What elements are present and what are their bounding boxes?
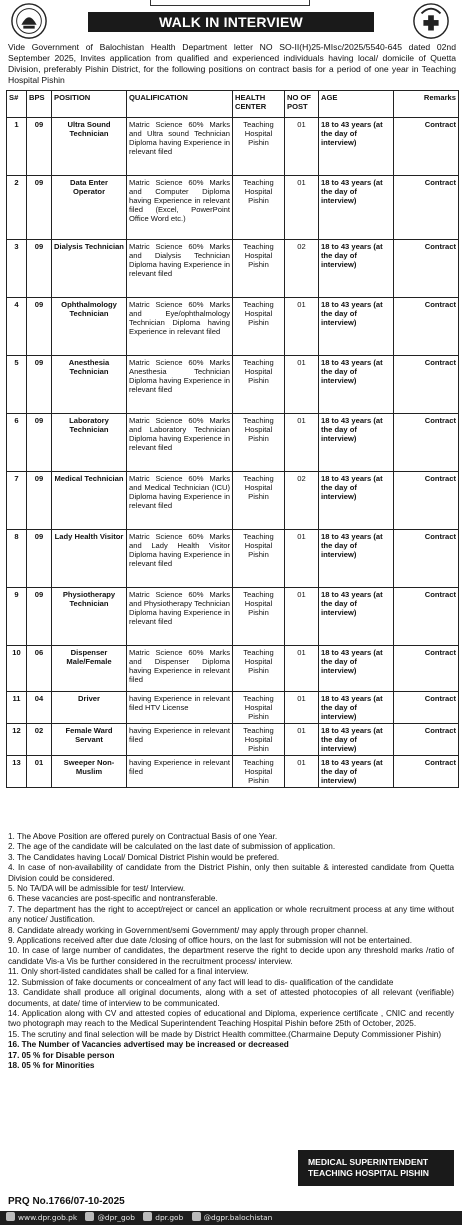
cell-qualification: having Experience in relevant filed bbox=[127, 724, 233, 756]
cell-health-center: Teaching Hospital Pishin bbox=[233, 646, 285, 692]
cell-no-of-post: 01 bbox=[285, 414, 319, 472]
header-bps: BPS bbox=[27, 91, 52, 118]
cell-qualification: Matric Science 60% Marks and Eye/ophthalmology Technician Diploma having Experience in relevant filed bbox=[127, 298, 233, 356]
cell-bps: 09 bbox=[27, 240, 52, 298]
cell-age: 18 to 43 years (at the day of interview) bbox=[319, 692, 394, 724]
cell-sn: 2 bbox=[7, 176, 27, 240]
cell-remarks: Contract bbox=[394, 118, 459, 176]
cell-qualification: Matric Science 60% Marks and Physiotherapy Technician Diploma having Experience in relevant filed bbox=[127, 588, 233, 646]
table-row bbox=[7, 724, 459, 756]
table-row bbox=[7, 298, 459, 356]
header bbox=[0, 0, 462, 42]
note-item: 7. The department has the right to accept/reject or cancel an application or whole recruitment process at any time without any notice/ Justification. bbox=[8, 904, 454, 925]
table-row bbox=[7, 240, 459, 298]
cell-remarks: Contract bbox=[394, 530, 459, 588]
cell-sn: 10 bbox=[7, 646, 27, 692]
note-item: 10. In case of large number of candidates, the department reserve the right to decide upon any threshold marks /ratio of candidate Vis-a Vis be further considered in the recruitment process/ interview. bbox=[8, 946, 454, 966]
cell-age: 18 to 43 years (at the day of interview) bbox=[319, 298, 394, 356]
note-item: 4. In case of non-availability of candidate from the District Pishin, only then suitable & interested candidate from Quetta Division could be considered. bbox=[8, 863, 454, 883]
cell-remarks: Contract bbox=[394, 240, 459, 298]
cell-remarks: Contract bbox=[394, 298, 459, 356]
cell-qualification: having Experience in relevant filed HTV License bbox=[127, 692, 233, 724]
cell-qualification: Matric Science 60% Marks and Dialysis Technician Diploma having Experience in relevant filed bbox=[127, 240, 233, 298]
table-row bbox=[7, 472, 459, 530]
cell-no-of-post: 01 bbox=[285, 692, 319, 724]
cell-age: 18 to 43 years (at the day of interview) bbox=[319, 646, 394, 692]
table-row bbox=[7, 692, 459, 724]
cell-bps: 09 bbox=[27, 298, 52, 356]
cell-age: 18 to 43 years (at the day of interview) bbox=[319, 356, 394, 414]
cell-bps: 09 bbox=[27, 472, 52, 530]
cell-position: Female Ward Servant bbox=[52, 724, 127, 756]
signatory-office: TEACHING HOSPITAL PISHIN bbox=[308, 1168, 429, 1178]
cell-health-center: Teaching Hospital Pishin bbox=[233, 692, 285, 724]
note-item: 11. Only short-listed candidates shall be called for a final interview. bbox=[8, 967, 249, 977]
cell-sn: 5 bbox=[7, 356, 27, 414]
header-remarks: Remarks bbox=[394, 91, 459, 118]
cell-no-of-post: 01 bbox=[285, 530, 319, 588]
cell-no-of-post: 01 bbox=[285, 724, 319, 756]
header-age: AGE bbox=[319, 91, 394, 118]
cell-health-center: Teaching Hospital Pishin bbox=[233, 240, 285, 298]
cell-bps: 09 bbox=[27, 176, 52, 240]
cell-remarks: Contract bbox=[394, 176, 459, 240]
cell-health-center: Teaching Hospital Pishin bbox=[233, 472, 285, 530]
cell-bps: 04 bbox=[27, 692, 52, 724]
social-website[interactable]: www.dpr.gob.pk bbox=[18, 1213, 78, 1222]
twitter-icon bbox=[85, 1212, 94, 1221]
social-facebook[interactable]: @dgpr.balochistan bbox=[203, 1213, 273, 1222]
note-item: 18. 05 % for Minorities bbox=[8, 1060, 95, 1070]
intro-paragraph: Vide Government of Balochistan Health Department letter NO SO-II(H)25-MIsc/2025/5540-645 dated 02nd September 2025, Invites application from qualified and experienced individuals having local/ domicile of Quetta Division, preferably Pishin District, for the following positions on contract basis for a period of one year in Teaching Hospital Pishin bbox=[8, 42, 456, 85]
note-item: 5. No TA/DA will be admissible for test/ Interview. bbox=[8, 884, 186, 894]
cell-position: Sweeper Non-Muslim bbox=[52, 756, 127, 788]
cell-health-center: Teaching Hospital Pishin bbox=[233, 176, 285, 240]
table-row bbox=[7, 756, 459, 788]
note-item: 13. Candidate shall produce all original documents, along with a set of attested photocopies of all relevant (verifiable) documents, at date/ time of interview to be communicated. bbox=[8, 988, 454, 1008]
cell-age: 18 to 43 years (at the day of interview) bbox=[319, 240, 394, 298]
table-row bbox=[7, 646, 459, 692]
cell-health-center: Teaching Hospital Pishin bbox=[233, 724, 285, 756]
table-row bbox=[7, 356, 459, 414]
cell-sn: 4 bbox=[7, 298, 27, 356]
cell-bps: 09 bbox=[27, 414, 52, 472]
cell-health-center: Teaching Hospital Pishin bbox=[233, 118, 285, 176]
cell-age: 18 to 43 years (at the day of interview) bbox=[319, 118, 394, 176]
cell-bps: 01 bbox=[27, 756, 52, 788]
cell-sn: 8 bbox=[7, 530, 27, 588]
cell-remarks: Contract bbox=[394, 356, 459, 414]
cell-sn: 9 bbox=[7, 588, 27, 646]
note-item: 2. The age of the candidate will be calculated on the last date of submission of application. bbox=[8, 842, 336, 852]
table-row bbox=[7, 530, 459, 588]
cell-no-of-post: 01 bbox=[285, 118, 319, 176]
note-item: 8. Candidate already working in Government/semi Government/ may apply through proper channel. bbox=[8, 925, 368, 935]
cell-qualification: Matric Science 60% Marks and Ultra sound Technician Diploma having Experience in relevant filed bbox=[127, 118, 233, 176]
cell-position: Medical Technician bbox=[52, 472, 127, 530]
cell-no-of-post: 02 bbox=[285, 472, 319, 530]
header-sn: S# bbox=[7, 91, 27, 118]
cell-position: Data Enter Operator bbox=[52, 176, 127, 240]
cell-health-center: Teaching Hospital Pishin bbox=[233, 414, 285, 472]
instagram-icon bbox=[143, 1212, 152, 1221]
cell-position: Lady Health Visitor bbox=[52, 530, 127, 588]
cell-sn: 13 bbox=[7, 756, 27, 788]
cell-no-of-post: 02 bbox=[285, 240, 319, 298]
cell-remarks: Contract bbox=[394, 472, 459, 530]
cell-bps: 09 bbox=[27, 118, 52, 176]
cell-sn: 6 bbox=[7, 414, 27, 472]
facebook-icon bbox=[192, 1212, 201, 1221]
prq-number: PRQ No.1766/07-10-2025 bbox=[8, 1196, 125, 1207]
table-row bbox=[7, 118, 459, 176]
notes-section bbox=[8, 832, 454, 1071]
cell-sn: 3 bbox=[7, 240, 27, 298]
cell-sn: 1 bbox=[7, 118, 27, 176]
cell-sn: 7 bbox=[7, 472, 27, 530]
cell-position: Dispenser Male/Female bbox=[52, 646, 127, 692]
cell-no-of-post: 01 bbox=[285, 176, 319, 240]
cell-no-of-post: 01 bbox=[285, 756, 319, 788]
table-row bbox=[7, 414, 459, 472]
cell-sn: 12 bbox=[7, 724, 27, 756]
cell-bps: 09 bbox=[27, 356, 52, 414]
cell-qualification: Matric Science 60% Marks and Laboratory Technician Diploma having Experience in relevant filed bbox=[127, 414, 233, 472]
cell-qualification: Matric Science 60% Marks and Lady Health Visitor Diploma having Experience in relevant filed bbox=[127, 530, 233, 588]
table-row bbox=[7, 588, 459, 646]
cell-age: 18 to 43 years (at the day of interview) bbox=[319, 588, 394, 646]
cell-health-center: Teaching Hospital Pishin bbox=[233, 298, 285, 356]
cell-remarks: Contract bbox=[394, 414, 459, 472]
cell-no-of-post: 01 bbox=[285, 646, 319, 692]
cell-remarks: Contract bbox=[394, 646, 459, 692]
cell-bps: 09 bbox=[27, 588, 52, 646]
top-strip bbox=[150, 0, 310, 6]
cell-position: Ophthalmology Technician bbox=[52, 298, 127, 356]
globe-icon bbox=[6, 1212, 15, 1221]
cell-position: Physiotherapy Technician bbox=[52, 588, 127, 646]
note-item: 3. The Candidates having Local/ Domical District Pishin would be prefered. bbox=[8, 852, 280, 862]
cell-health-center: Teaching Hospital Pishin bbox=[233, 588, 285, 646]
cell-remarks: Contract bbox=[394, 724, 459, 756]
cell-position: Ultra Sound Technician bbox=[52, 118, 127, 176]
health-department-emblem-right-icon bbox=[412, 2, 450, 40]
balochistan-emblem-left-icon bbox=[10, 2, 48, 40]
note-item: 1. The Above Position are offered purely on Contractual Basis of one Year. bbox=[8, 832, 278, 841]
cell-bps: 09 bbox=[27, 530, 52, 588]
positions-table bbox=[6, 90, 459, 788]
cell-no-of-post: 01 bbox=[285, 588, 319, 646]
cell-remarks: Contract bbox=[394, 692, 459, 724]
cell-bps: 02 bbox=[27, 724, 52, 756]
note-item: 9. Applications received after due date /closing of office hours, on the last for submission will not be entertained. bbox=[8, 936, 413, 946]
cell-health-center: Teaching Hospital Pishin bbox=[233, 530, 285, 588]
cell-no-of-post: 01 bbox=[285, 298, 319, 356]
note-item: 15. The scrutiny and final selection will be made by District Health committee.(Charmaine Deputy Commissioner Pishin) bbox=[8, 1029, 442, 1039]
cell-position: Laboratory Technician bbox=[52, 414, 127, 472]
cell-age: 18 to 43 years (at the day of interview) bbox=[319, 724, 394, 756]
header-qualification: QUALIFICATION bbox=[127, 91, 233, 118]
cell-age: 18 to 43 years (at the day of interview) bbox=[319, 472, 394, 530]
cell-health-center: Teaching Hospital Pishin bbox=[233, 756, 285, 788]
cell-qualification: Matric Science 60% Marks and Computer Diploma having Experience in relevant filed (Excel, PowerPoint Office Word etc.) bbox=[127, 176, 233, 240]
social-twitter[interactable]: @dpr_gob bbox=[97, 1213, 135, 1222]
cell-remarks: Contract bbox=[394, 756, 459, 788]
cell-age: 18 to 43 years (at the day of interview) bbox=[319, 530, 394, 588]
cell-position: Anesthesia Technician bbox=[52, 356, 127, 414]
note-item: 17. 05 % for Disable person bbox=[8, 1050, 115, 1060]
page-title: WALK IN INTERVIEW bbox=[88, 12, 374, 32]
header-health-center: HEALTH CENTER bbox=[233, 91, 285, 118]
cell-qualification: having Experience in relevant filed bbox=[127, 756, 233, 788]
cell-health-center: Teaching Hospital Pishin bbox=[233, 356, 285, 414]
table-header-row bbox=[7, 91, 459, 118]
cell-position: Dialysis Technician bbox=[52, 240, 127, 298]
cell-qualification: Matric Science 60% Marks Anesthesia Technician Diploma having Experience in relevant filed bbox=[127, 356, 233, 414]
signatory-box bbox=[298, 1150, 454, 1186]
cell-position: Driver bbox=[52, 692, 127, 724]
social-instagram[interactable]: dpr.gob bbox=[155, 1213, 184, 1222]
header-no-of-post: NO OF POST bbox=[285, 91, 319, 118]
signatory-title: MEDICAL SUPERINTENDENT bbox=[308, 1157, 429, 1167]
note-item: 6. These vacancies are post-specific and nontransferable. bbox=[8, 894, 218, 904]
cell-age: 18 to 43 years (at the day of interview) bbox=[319, 756, 394, 788]
note-item: 12. Submission of fake documents or concealment of any fact will lead to dis- qualification of the candidate bbox=[8, 977, 394, 987]
social-strip bbox=[0, 1211, 462, 1225]
header-position: POSITION bbox=[52, 91, 127, 118]
table-row bbox=[7, 176, 459, 240]
cell-bps: 06 bbox=[27, 646, 52, 692]
cell-no-of-post: 01 bbox=[285, 356, 319, 414]
cell-age: 18 to 43 years (at the day of interview) bbox=[319, 176, 394, 240]
cell-qualification: Matric Science 60% Marks and Medical Technician (ICU) Diploma having Experience in relevant filed bbox=[127, 472, 233, 530]
note-item: 16. The Number of Vacancies advertised may be increased or decreased bbox=[8, 1040, 289, 1050]
cell-qualification: Matric Science 60% Marks and Dispenser Diploma having Experience in relevant filed bbox=[127, 646, 233, 692]
cell-age: 18 to 43 years (at the day of interview) bbox=[319, 414, 394, 472]
note-item: 14. Application along with CV and attested copies of educational and Diploma, experience certificate , CNIC and recently two photograph may reach to the Medical Superintendent Teaching Hospital Pishin before 25th of October, 2025. bbox=[8, 1008, 454, 1029]
cell-sn: 11 bbox=[7, 692, 27, 724]
cell-remarks: Contract bbox=[394, 588, 459, 646]
